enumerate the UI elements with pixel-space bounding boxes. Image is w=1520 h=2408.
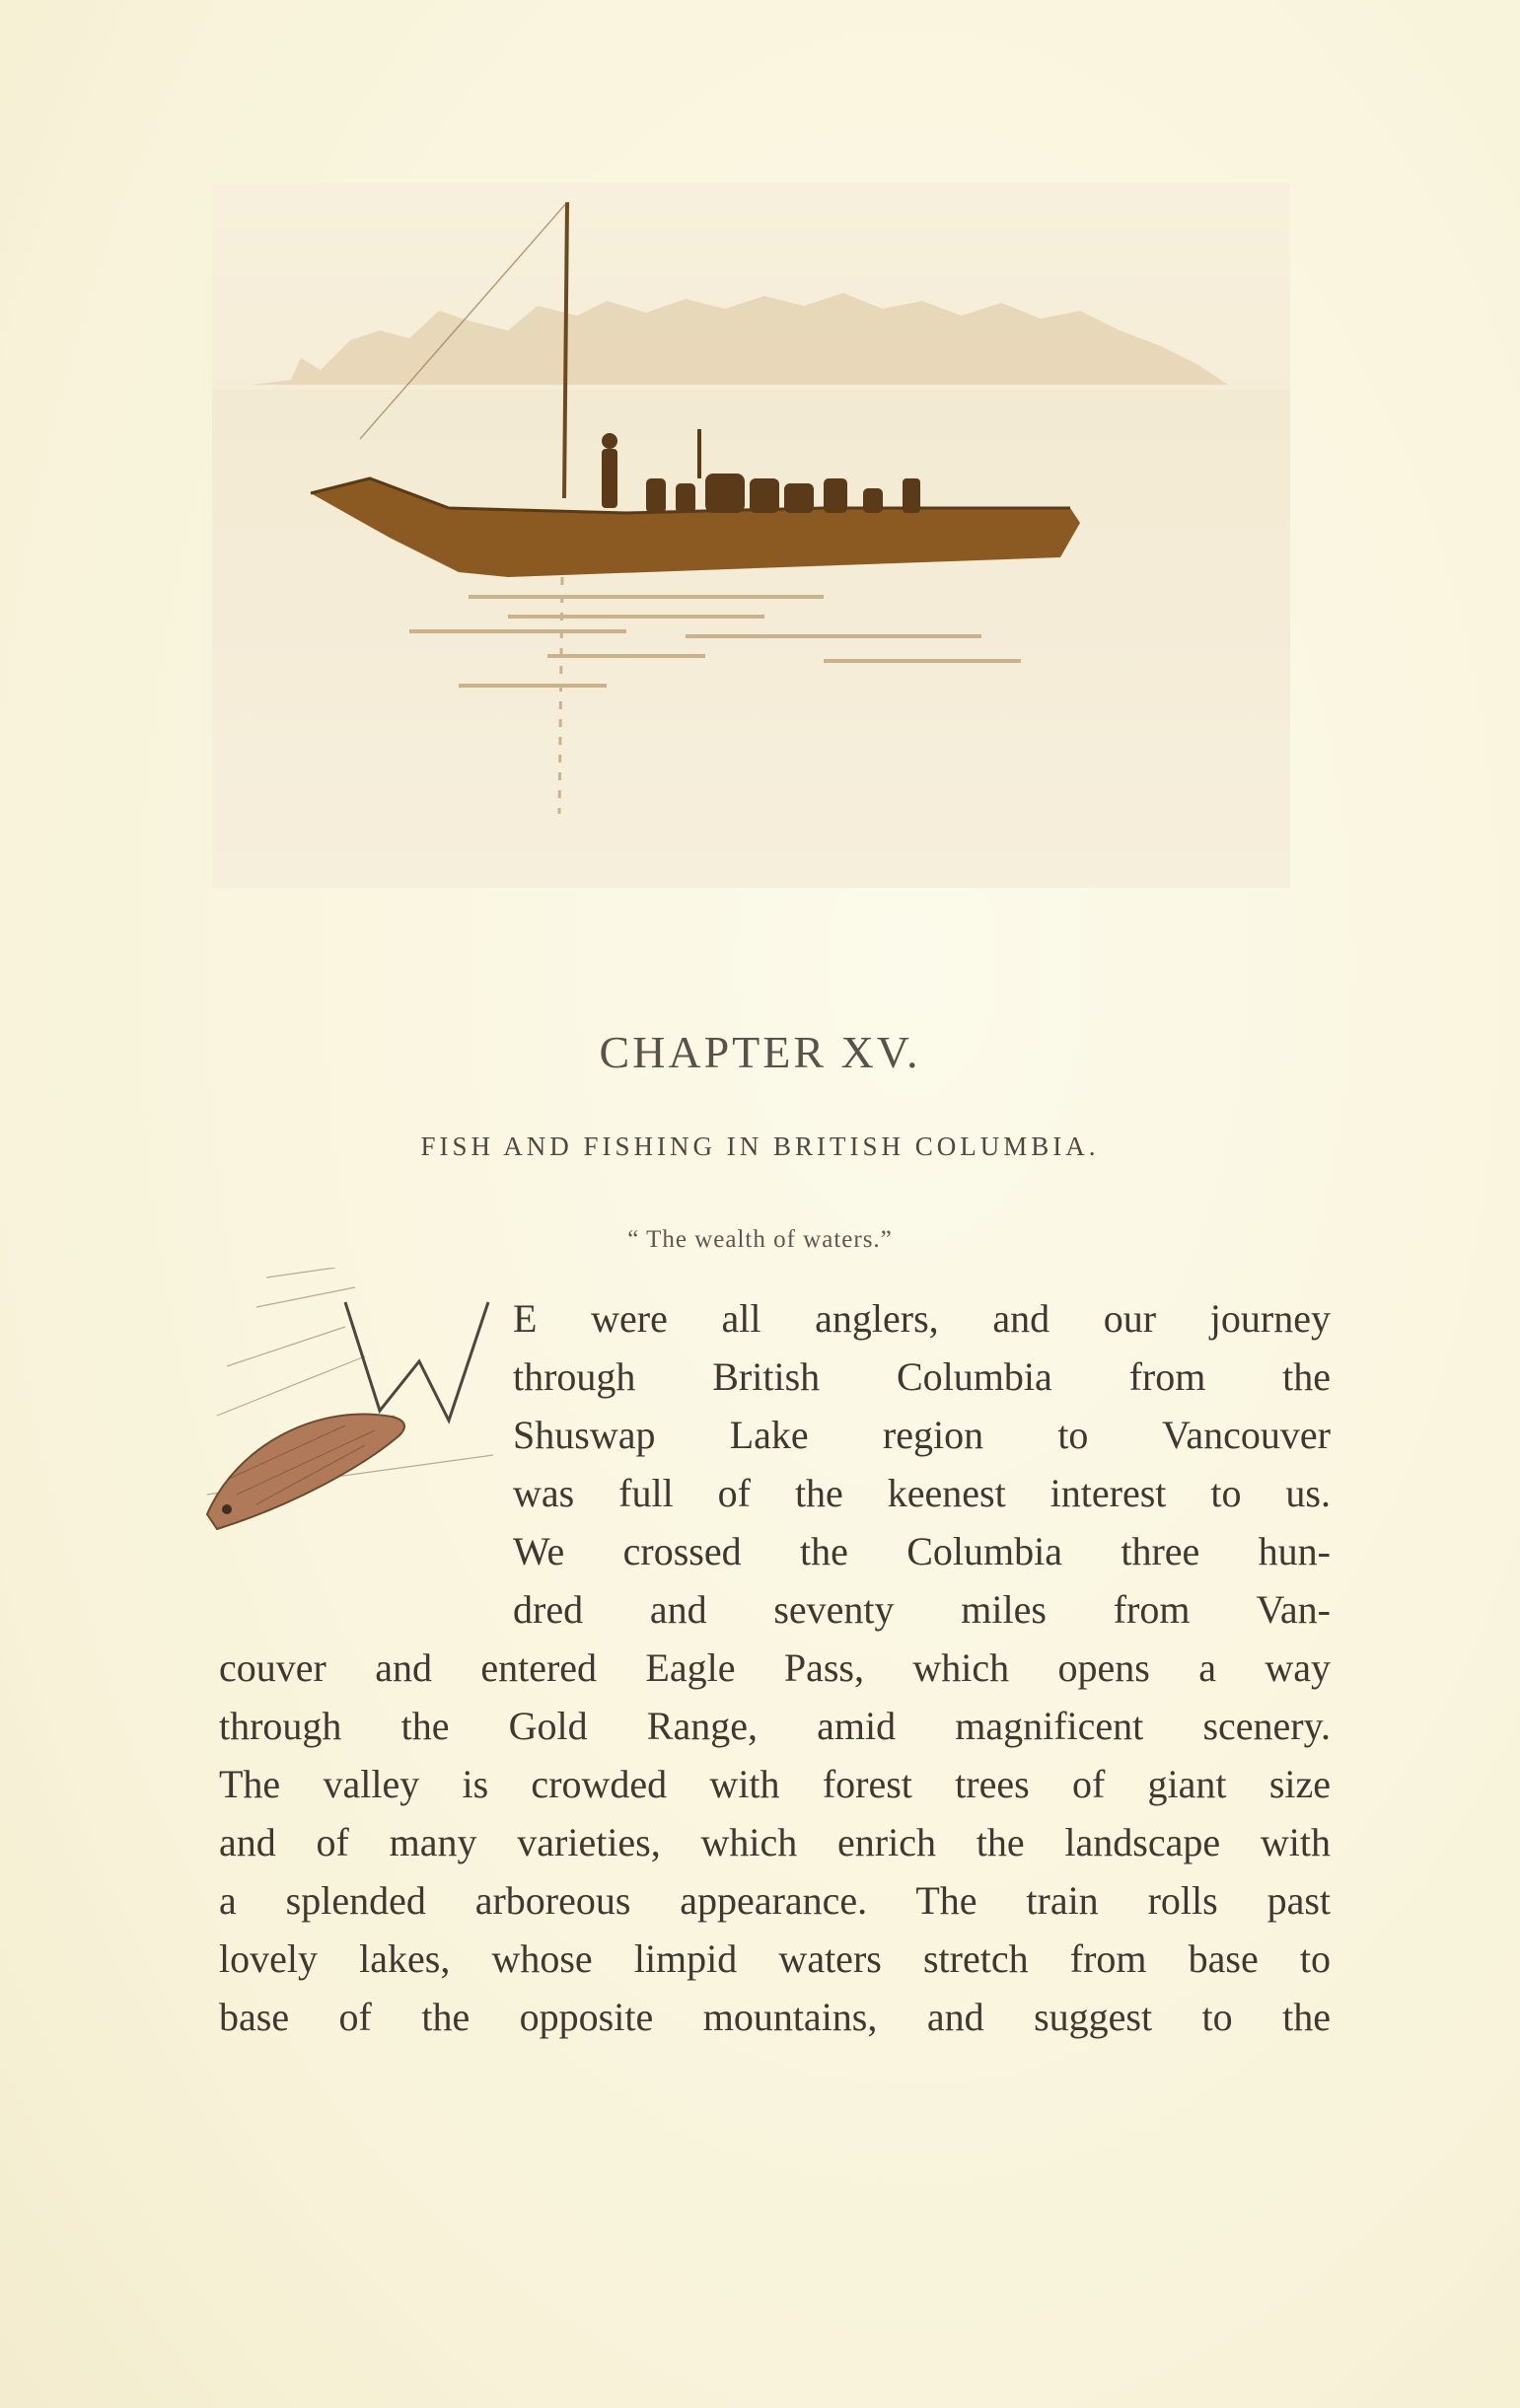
body-line-9: The valley is crowded with forest trees of giant size xyxy=(219,1762,1331,1806)
body-line-10: and of many varieties, which enrich the landscape with xyxy=(219,1820,1331,1864)
body-line-1: E were all anglers, and our journey xyxy=(513,1296,1331,1341)
body-line-2: through British Columbia from the xyxy=(513,1354,1331,1399)
body-line-4: was full of the keenest interest to us. xyxy=(513,1471,1331,1515)
fish-drop-initial xyxy=(197,1268,538,1608)
chapter-subtitle: FISH AND FISHING IN BRITISH COLUMBIA. xyxy=(420,1131,1100,1161)
chapter-title: CHAPTER XV. xyxy=(599,1027,921,1077)
boat-illustration-svg xyxy=(212,182,1290,888)
body-line-3: Shuswap Lake region to Vancouver xyxy=(513,1413,1331,1457)
water-surface xyxy=(212,390,1290,888)
body-line-7: couver and entered Eagle Pass, which opens a way xyxy=(219,1645,1331,1690)
body-line-13: base of the opposite mountains, and suggest to the xyxy=(219,1995,1331,2039)
initial-letter-w xyxy=(345,1302,488,1421)
boat-illustration xyxy=(212,182,1290,888)
body-line-12: lovely lakes, whose limpid waters stretch from base to xyxy=(219,1936,1331,1981)
body-line-5: We crossed the Columbia three hun- xyxy=(513,1529,1331,1573)
fish-drop-initial-svg xyxy=(197,1268,538,1608)
chapter-epigraph: “ The wealth of waters.” xyxy=(627,1226,893,1253)
fish-eye xyxy=(222,1504,232,1514)
body-line-6: dred and seventy miles from Van- xyxy=(513,1587,1331,1632)
body-line-8: through the Gold Range, amid magnificent scenery. xyxy=(219,1704,1331,1748)
body-line-11: a splended arboreous appearance. The train rolls past xyxy=(219,1878,1331,1923)
